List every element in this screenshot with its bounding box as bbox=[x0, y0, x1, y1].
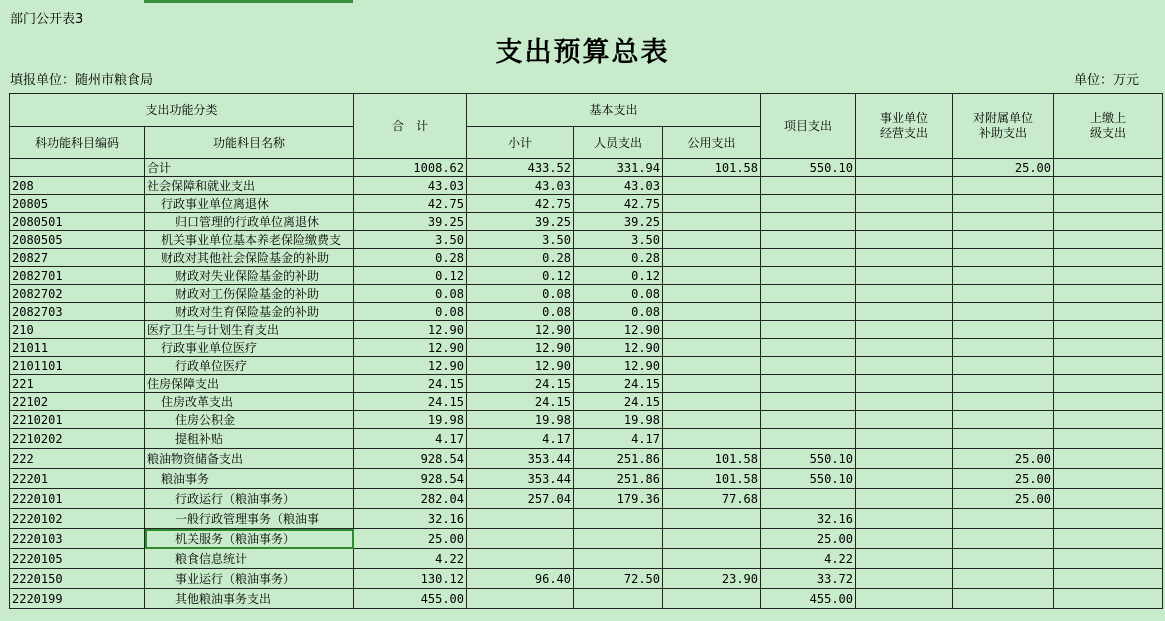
cell-project[interactable] bbox=[761, 303, 856, 321]
cell-code[interactable]: 2220102 bbox=[10, 509, 145, 529]
cell-subsidy[interactable] bbox=[953, 231, 1054, 249]
cell-subsidy[interactable] bbox=[953, 357, 1054, 375]
cell-name[interactable]: 财政对生育保险基金的补助 bbox=[145, 303, 354, 321]
cell-personnel[interactable]: 72.50 bbox=[574, 569, 663, 589]
table-row bbox=[10, 303, 1163, 321]
cell-upper[interactable] bbox=[1054, 195, 1163, 213]
cell-name[interactable]: 住房公积金 bbox=[145, 411, 354, 429]
cell-subsidy[interactable]: 25.00 bbox=[953, 159, 1054, 177]
table-row bbox=[10, 195, 1163, 213]
cell-project[interactable] bbox=[761, 195, 856, 213]
cell-code[interactable]: 2210202 bbox=[10, 429, 145, 449]
cell-public[interactable] bbox=[663, 303, 761, 321]
cell-subtotal[interactable]: 43.03 bbox=[467, 177, 574, 195]
cell-subsidy[interactable]: 25.00 bbox=[953, 449, 1054, 469]
cell-subtotal[interactable]: 12.90 bbox=[467, 357, 574, 375]
cell-total[interactable]: 0.08 bbox=[354, 285, 467, 303]
cell-subsidy[interactable]: 25.00 bbox=[953, 489, 1054, 509]
currency-unit[interactable]: 单位：万元 bbox=[1073, 73, 1139, 88]
cell-code[interactable]: 2220105 bbox=[10, 549, 145, 569]
cell-personnel[interactable] bbox=[574, 529, 663, 549]
table-row bbox=[10, 549, 1163, 569]
cell-code[interactable]: 2080505 bbox=[10, 231, 145, 249]
cell-upper[interactable] bbox=[1054, 449, 1163, 469]
table-row bbox=[10, 469, 1163, 489]
cell-project[interactable] bbox=[761, 357, 856, 375]
cell-subsidy[interactable] bbox=[953, 285, 1054, 303]
cell-name[interactable]: 行政运行（粮油事务） bbox=[145, 489, 354, 509]
cell-total[interactable]: 12.90 bbox=[354, 339, 467, 357]
cell-upper[interactable] bbox=[1054, 569, 1163, 589]
sheet-label[interactable]: 部门公开表3 bbox=[10, 12, 84, 27]
cell-name[interactable]: 机关事业单位基本养老保险缴费支 bbox=[145, 231, 354, 249]
cell-code[interactable]: 2220103 bbox=[10, 529, 145, 549]
cell-upper[interactable] bbox=[1054, 529, 1163, 549]
cell-subsidy[interactable]: 25.00 bbox=[953, 469, 1054, 489]
cell-total[interactable]: 19.98 bbox=[354, 411, 467, 429]
cell-code[interactable]: 20805 bbox=[10, 195, 145, 213]
header-public[interactable]: 公用支出 bbox=[663, 127, 761, 159]
cell-biz-op[interactable] bbox=[856, 249, 953, 267]
cell-subtotal[interactable]: 39.25 bbox=[467, 213, 574, 231]
cell-public[interactable] bbox=[663, 267, 761, 285]
cell-upper[interactable] bbox=[1054, 549, 1163, 569]
cell-upper[interactable] bbox=[1054, 321, 1163, 339]
cell-subsidy[interactable] bbox=[953, 411, 1054, 429]
cell-public[interactable] bbox=[663, 589, 761, 609]
cell-total[interactable]: 282.04 bbox=[354, 489, 467, 509]
table-row bbox=[10, 429, 1163, 449]
cell-project[interactable]: 33.72 bbox=[761, 569, 856, 589]
cell-code[interactable]: 21011 bbox=[10, 339, 145, 357]
cell-biz-op[interactable] bbox=[856, 321, 953, 339]
cell-subtotal[interactable]: 0.08 bbox=[467, 285, 574, 303]
cell-biz-op[interactable] bbox=[856, 549, 953, 569]
cell-upper[interactable] bbox=[1054, 509, 1163, 529]
cell-name[interactable]: 机关服务（粮油事务） bbox=[145, 529, 354, 549]
header-name[interactable]: 功能科目名称 bbox=[145, 127, 354, 159]
cell-total[interactable]: 0.08 bbox=[354, 303, 467, 321]
header-subtotal[interactable]: 小计 bbox=[467, 127, 574, 159]
cell-subsidy[interactable] bbox=[953, 303, 1054, 321]
cell-project[interactable]: 550.10 bbox=[761, 449, 856, 469]
table-row bbox=[10, 321, 1163, 339]
header-upper-label: 上缴上 级支出 bbox=[1089, 111, 1126, 140]
cell-project[interactable] bbox=[761, 489, 856, 509]
cell-public[interactable]: 101.58 bbox=[663, 469, 761, 489]
cell-code[interactable]: 210 bbox=[10, 321, 145, 339]
cell-personnel[interactable]: 0.08 bbox=[574, 285, 663, 303]
table-row bbox=[10, 177, 1163, 195]
cell-project[interactable] bbox=[761, 267, 856, 285]
cell-upper[interactable] bbox=[1054, 589, 1163, 609]
cell-name[interactable]: 一般行政管理事务（粮油事 bbox=[145, 509, 354, 529]
cell-total[interactable]: 39.25 bbox=[354, 213, 467, 231]
cell-upper[interactable] bbox=[1054, 177, 1163, 195]
cell-subsidy[interactable] bbox=[953, 321, 1054, 339]
cell-public[interactable]: 77.68 bbox=[663, 489, 761, 509]
cell-total[interactable]: 130.12 bbox=[354, 569, 467, 589]
cell-public[interactable] bbox=[663, 285, 761, 303]
header-project[interactable]: 项目支出 bbox=[761, 94, 856, 159]
cell-public[interactable]: 101.58 bbox=[663, 159, 761, 177]
cell-project[interactable] bbox=[761, 249, 856, 267]
cell-name[interactable]: 住房保障支出 bbox=[145, 375, 354, 393]
cell-subtotal[interactable]: 0.12 bbox=[467, 267, 574, 285]
cell-project[interactable] bbox=[761, 375, 856, 393]
cell-subtotal[interactable]: 24.15 bbox=[467, 375, 574, 393]
cell-name[interactable]: 事业运行（粮油事务） bbox=[145, 569, 354, 589]
cell-biz-op[interactable] bbox=[856, 393, 953, 411]
cell-biz-op[interactable] bbox=[856, 529, 953, 549]
cell-project[interactable] bbox=[761, 285, 856, 303]
cell-public[interactable] bbox=[663, 249, 761, 267]
cell-biz-op[interactable] bbox=[856, 213, 953, 231]
cell-personnel[interactable]: 0.12 bbox=[574, 267, 663, 285]
cell-public[interactable] bbox=[663, 231, 761, 249]
cell-code[interactable]: 2082701 bbox=[10, 267, 145, 285]
cell-project[interactable]: 455.00 bbox=[761, 589, 856, 609]
header-upper[interactable] bbox=[1054, 94, 1163, 159]
cell-biz-op[interactable] bbox=[856, 509, 953, 529]
cell-subsidy[interactable] bbox=[953, 249, 1054, 267]
table-row bbox=[10, 529, 1163, 549]
cell-name[interactable]: 社会保障和就业支出 bbox=[145, 177, 354, 195]
cell-subtotal[interactable]: 96.40 bbox=[467, 569, 574, 589]
cell-total[interactable]: 24.15 bbox=[354, 393, 467, 411]
cell-code[interactable]: 222 bbox=[10, 449, 145, 469]
table-row bbox=[10, 285, 1163, 303]
cell-biz-op[interactable] bbox=[856, 339, 953, 357]
table-row bbox=[10, 393, 1163, 411]
cell-upper[interactable] bbox=[1054, 411, 1163, 429]
cell-code[interactable]: 22201 bbox=[10, 469, 145, 489]
cell-upper[interactable] bbox=[1054, 249, 1163, 267]
cell-biz-op[interactable] bbox=[856, 489, 953, 509]
cell-name[interactable]: 财政对其他社会保险基金的补助 bbox=[145, 249, 354, 267]
cell-total[interactable]: 1008.62 bbox=[354, 159, 467, 177]
cell-code[interactable]: 2080501 bbox=[10, 213, 145, 231]
cell-upper[interactable] bbox=[1054, 489, 1163, 509]
cell-subtotal[interactable]: 24.15 bbox=[467, 393, 574, 411]
cell-name[interactable]: 粮油事务 bbox=[145, 469, 354, 489]
cell-biz-op[interactable] bbox=[856, 159, 953, 177]
cell-biz-op[interactable] bbox=[856, 375, 953, 393]
cell-code[interactable]: 2220150 bbox=[10, 569, 145, 589]
cell-subsidy[interactable] bbox=[953, 509, 1054, 529]
cell-upper[interactable] bbox=[1054, 267, 1163, 285]
cell-project[interactable]: 32.16 bbox=[761, 509, 856, 529]
cell-upper[interactable] bbox=[1054, 393, 1163, 411]
cell-subtotal[interactable]: 257.04 bbox=[467, 489, 574, 509]
cell-subtotal[interactable]: 353.44 bbox=[467, 449, 574, 469]
cell-total[interactable]: 4.22 bbox=[354, 549, 467, 569]
table-row bbox=[10, 357, 1163, 375]
cell-name[interactable]: 财政对失业保险基金的补助 bbox=[145, 267, 354, 285]
page-title[interactable]: 支出预算总表 bbox=[495, 37, 670, 68]
cell-code[interactable]: 22102 bbox=[10, 393, 145, 411]
cell-public[interactable]: 23.90 bbox=[663, 569, 761, 589]
cell-personnel[interactable] bbox=[574, 509, 663, 529]
cell-subsidy[interactable] bbox=[953, 393, 1054, 411]
cell-code[interactable]: 208 bbox=[10, 177, 145, 195]
cell-total[interactable]: 4.17 bbox=[354, 429, 467, 449]
cell-subsidy[interactable] bbox=[953, 339, 1054, 357]
cell-biz-op[interactable] bbox=[856, 569, 953, 589]
table-row bbox=[10, 213, 1163, 231]
cell-personnel[interactable]: 24.15 bbox=[574, 375, 663, 393]
cell-subtotal[interactable] bbox=[467, 589, 574, 609]
cell-public[interactable] bbox=[663, 429, 761, 449]
cell-public[interactable]: 101.58 bbox=[663, 449, 761, 469]
cell-total[interactable]: 25.00 bbox=[354, 529, 467, 549]
table-row bbox=[10, 589, 1163, 609]
cell-biz-op[interactable] bbox=[856, 411, 953, 429]
cell-subtotal[interactable] bbox=[467, 529, 574, 549]
cell-subsidy[interactable] bbox=[953, 429, 1054, 449]
cell-total[interactable]: 928.54 bbox=[354, 469, 467, 489]
table-row bbox=[10, 411, 1163, 429]
cell-total[interactable]: 42.75 bbox=[354, 195, 467, 213]
cell-personnel[interactable] bbox=[574, 549, 663, 569]
cell-personnel[interactable]: 251.86 bbox=[574, 449, 663, 469]
cell-personnel[interactable]: 179.36 bbox=[574, 489, 663, 509]
cell-subtotal[interactable]: 12.90 bbox=[467, 321, 574, 339]
cell-subtotal[interactable]: 3.50 bbox=[467, 231, 574, 249]
header-subsidy-label: 对附属单位 补助支出 bbox=[972, 111, 1033, 140]
table-row bbox=[10, 339, 1163, 357]
cell-personnel[interactable]: 43.03 bbox=[574, 177, 663, 195]
cell-biz-op[interactable] bbox=[856, 449, 953, 469]
cell-upper[interactable] bbox=[1054, 285, 1163, 303]
cell-subsidy[interactable] bbox=[953, 549, 1054, 569]
reporting-unit[interactable]: 填报单位：随州市粮食局 bbox=[10, 73, 154, 88]
column-selection-indicator bbox=[144, 0, 353, 3]
cell-biz-op[interactable] bbox=[856, 195, 953, 213]
cell-project[interactable] bbox=[761, 177, 856, 195]
cell-subtotal[interactable]: 12.90 bbox=[467, 339, 574, 357]
cell-subtotal[interactable]: 0.28 bbox=[467, 249, 574, 267]
cell-public[interactable] bbox=[663, 177, 761, 195]
cell-subsidy[interactable] bbox=[953, 529, 1054, 549]
cell-subsidy[interactable] bbox=[953, 213, 1054, 231]
cell-name[interactable]: 提租补贴 bbox=[145, 429, 354, 449]
cell-personnel[interactable] bbox=[574, 589, 663, 609]
cell-subsidy[interactable] bbox=[953, 589, 1054, 609]
cell-code[interactable]: 2220101 bbox=[10, 489, 145, 509]
cell-upper[interactable] bbox=[1054, 339, 1163, 357]
cell-name[interactable]: 行政事业单位离退休 bbox=[145, 195, 354, 213]
cell-code[interactable]: 2082702 bbox=[10, 285, 145, 303]
cell-project[interactable] bbox=[761, 429, 856, 449]
cell-total[interactable]: 0.28 bbox=[354, 249, 467, 267]
cell-subsidy[interactable] bbox=[953, 569, 1054, 589]
cell-project[interactable]: 550.10 bbox=[761, 159, 856, 177]
cell-personnel[interactable]: 39.25 bbox=[574, 213, 663, 231]
cell-personnel[interactable]: 24.15 bbox=[574, 393, 663, 411]
cell-public[interactable] bbox=[663, 195, 761, 213]
cell-subsidy[interactable] bbox=[953, 375, 1054, 393]
cell-subtotal[interactable]: 0.08 bbox=[467, 303, 574, 321]
cell-public[interactable] bbox=[663, 411, 761, 429]
table-row bbox=[10, 569, 1163, 589]
cell-upper[interactable] bbox=[1054, 429, 1163, 449]
cell-biz-op[interactable] bbox=[856, 231, 953, 249]
cell-public[interactable] bbox=[663, 213, 761, 231]
cell-total[interactable]: 12.90 bbox=[354, 357, 467, 375]
cell-personnel[interactable]: 19.98 bbox=[574, 411, 663, 429]
cell-code[interactable]: 2220199 bbox=[10, 589, 145, 609]
cell-public[interactable] bbox=[663, 339, 761, 357]
cell-name[interactable]: 归口管理的行政单位离退休 bbox=[145, 213, 354, 231]
table-row bbox=[10, 249, 1163, 267]
cell-name[interactable]: 合计 bbox=[145, 159, 354, 177]
cell-project[interactable] bbox=[761, 231, 856, 249]
header-code[interactable]: 科功能科目编码 bbox=[10, 127, 145, 159]
cell-biz-op[interactable] bbox=[856, 285, 953, 303]
cell-name[interactable]: 医疗卫生与计划生育支出 bbox=[145, 321, 354, 339]
cell-project[interactable]: 4.22 bbox=[761, 549, 856, 569]
cell-public[interactable] bbox=[663, 509, 761, 529]
cell-total[interactable]: 12.90 bbox=[354, 321, 467, 339]
header-subsidy[interactable] bbox=[953, 94, 1054, 159]
cell-project[interactable] bbox=[761, 393, 856, 411]
cell-biz-op[interactable] bbox=[856, 589, 953, 609]
cell-name[interactable]: 其他粮油事务支出 bbox=[145, 589, 354, 609]
cell-name[interactable]: 粮食信息统计 bbox=[145, 549, 354, 569]
cell-personnel[interactable]: 4.17 bbox=[574, 429, 663, 449]
header-personnel[interactable]: 人员支出 bbox=[574, 127, 663, 159]
cell-upper[interactable] bbox=[1054, 469, 1163, 489]
table-row bbox=[10, 267, 1163, 285]
cell-biz-op[interactable] bbox=[856, 303, 953, 321]
cell-subtotal[interactable] bbox=[467, 549, 574, 569]
cell-upper[interactable] bbox=[1054, 357, 1163, 375]
cell-total[interactable]: 24.15 bbox=[354, 375, 467, 393]
cell-personnel[interactable]: 12.90 bbox=[574, 339, 663, 357]
cell-project[interactable] bbox=[761, 411, 856, 429]
cell-biz-op[interactable] bbox=[856, 357, 953, 375]
cell-personnel[interactable]: 12.90 bbox=[574, 357, 663, 375]
cell-code[interactable]: 2082703 bbox=[10, 303, 145, 321]
cell-biz-op[interactable] bbox=[856, 267, 953, 285]
cell-name[interactable]: 住房改革支出 bbox=[145, 393, 354, 411]
cell-total[interactable]: 0.12 bbox=[354, 267, 467, 285]
cell-personnel[interactable]: 331.94 bbox=[574, 159, 663, 177]
cell-subtotal[interactable]: 433.52 bbox=[467, 159, 574, 177]
cell-subsidy[interactable] bbox=[953, 267, 1054, 285]
header-func-class[interactable]: 支出功能分类 bbox=[10, 94, 354, 127]
table-row bbox=[10, 375, 1163, 393]
cell-personnel[interactable]: 0.28 bbox=[574, 249, 663, 267]
cell-upper[interactable] bbox=[1054, 375, 1163, 393]
cell-project[interactable] bbox=[761, 321, 856, 339]
cell-total[interactable]: 3.50 bbox=[354, 231, 467, 249]
cell-upper[interactable] bbox=[1054, 213, 1163, 231]
cell-project[interactable] bbox=[761, 339, 856, 357]
table-row bbox=[10, 509, 1163, 529]
cell-subtotal[interactable]: 42.75 bbox=[467, 195, 574, 213]
cell-project[interactable] bbox=[761, 213, 856, 231]
header-total[interactable]: 合 计 bbox=[354, 94, 467, 159]
cell-upper[interactable] bbox=[1054, 303, 1163, 321]
cell-subtotal[interactable] bbox=[467, 509, 574, 529]
cell-personnel[interactable]: 42.75 bbox=[574, 195, 663, 213]
budget-table bbox=[9, 93, 1163, 609]
cell-name[interactable]: 粮油物资储备支出 bbox=[145, 449, 354, 469]
cell-upper[interactable] bbox=[1054, 159, 1163, 177]
cell-code[interactable]: 2101101 bbox=[10, 357, 145, 375]
cell-subsidy[interactable] bbox=[953, 195, 1054, 213]
table-row bbox=[10, 231, 1163, 249]
cell-project[interactable]: 25.00 bbox=[761, 529, 856, 549]
cell-project[interactable]: 550.10 bbox=[761, 469, 856, 489]
cell-subtotal[interactable]: 353.44 bbox=[467, 469, 574, 489]
cell-subtotal[interactable]: 19.98 bbox=[467, 411, 574, 429]
table-row bbox=[10, 449, 1163, 469]
cell-upper[interactable] bbox=[1054, 231, 1163, 249]
cell-public[interactable] bbox=[663, 321, 761, 339]
cell-code[interactable]: 20827 bbox=[10, 249, 145, 267]
cell-total[interactable]: 928.54 bbox=[354, 449, 467, 469]
cell-public[interactable] bbox=[663, 549, 761, 569]
cell-name[interactable]: 行政事业单位医疗 bbox=[145, 339, 354, 357]
cell-total[interactable]: 43.03 bbox=[354, 177, 467, 195]
header-biz-op-label: 事业单位 经营支出 bbox=[879, 111, 928, 140]
cell-subtotal[interactable]: 4.17 bbox=[467, 429, 574, 449]
cell-personnel[interactable]: 251.86 bbox=[574, 469, 663, 489]
cell-subsidy[interactable] bbox=[953, 177, 1054, 195]
cell-personnel[interactable]: 12.90 bbox=[574, 321, 663, 339]
cell-personnel[interactable]: 0.08 bbox=[574, 303, 663, 321]
top-edge bbox=[0, 0, 1165, 3]
cell-total[interactable]: 455.00 bbox=[354, 589, 467, 609]
cell-name[interactable]: 财政对工伤保险基金的补助 bbox=[145, 285, 354, 303]
cell-public[interactable] bbox=[663, 529, 761, 549]
cell-public[interactable] bbox=[663, 393, 761, 411]
cell-code[interactable]: 2210201 bbox=[10, 411, 145, 429]
cell-biz-op[interactable] bbox=[856, 469, 953, 489]
table-row bbox=[10, 489, 1163, 509]
cell-public[interactable] bbox=[663, 375, 761, 393]
cell-code[interactable] bbox=[10, 159, 145, 177]
table-row bbox=[10, 159, 1163, 177]
cell-name[interactable]: 行政单位医疗 bbox=[145, 357, 354, 375]
cell-biz-op[interactable] bbox=[856, 429, 953, 449]
cell-total[interactable]: 32.16 bbox=[354, 509, 467, 529]
cell-public[interactable] bbox=[663, 357, 761, 375]
cell-personnel[interactable]: 3.50 bbox=[574, 231, 663, 249]
cell-code[interactable]: 221 bbox=[10, 375, 145, 393]
header-biz-op[interactable] bbox=[856, 94, 953, 159]
cell-biz-op[interactable] bbox=[856, 177, 953, 195]
header-basic[interactable]: 基本支出 bbox=[467, 94, 761, 127]
